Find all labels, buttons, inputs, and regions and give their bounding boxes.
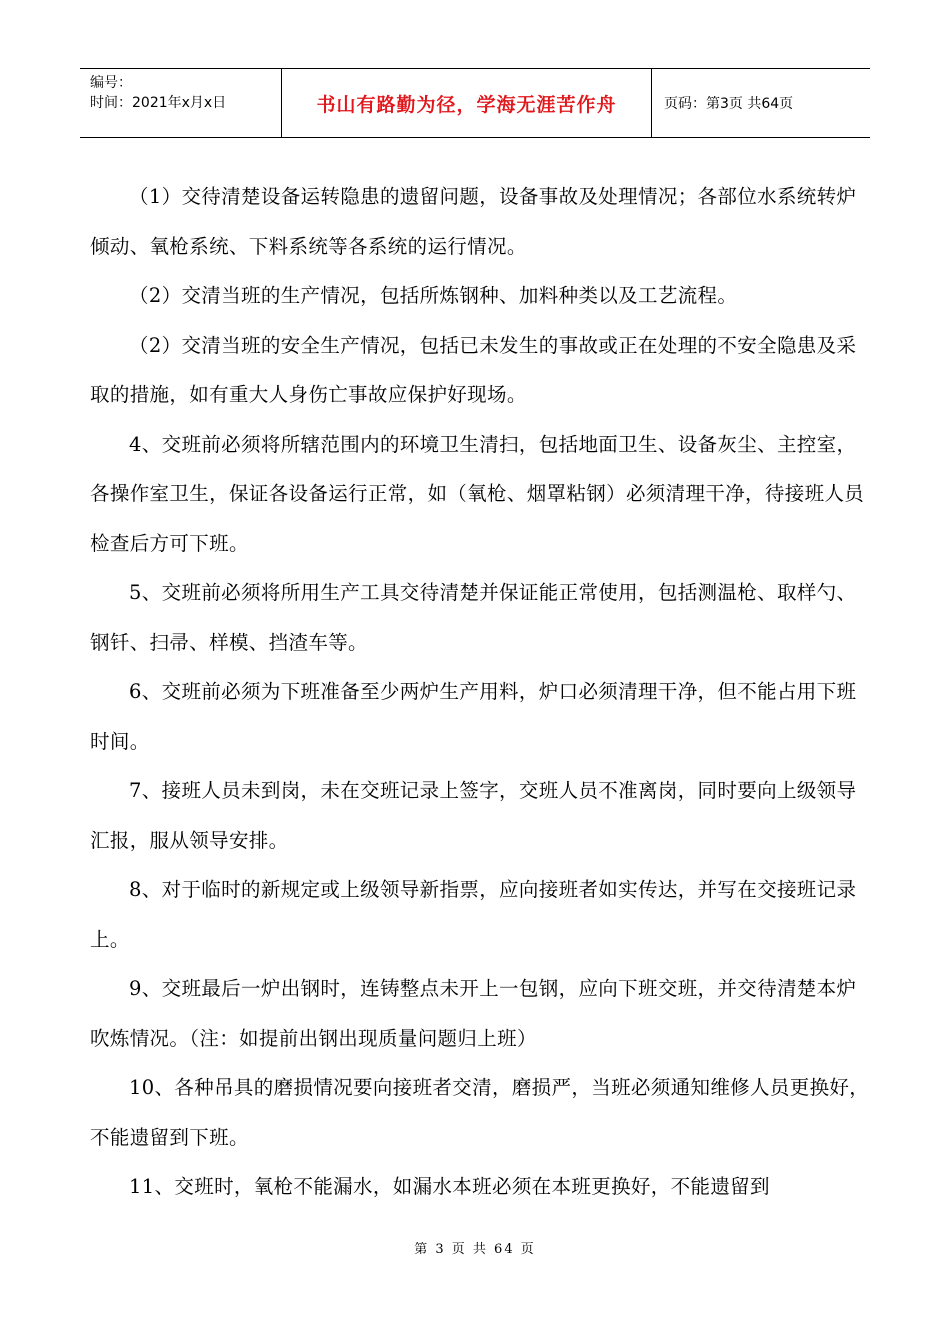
header-motto-cell bbox=[282, 69, 652, 137]
paragraph-5: 5、交班前必须将所用生产工具交待清楚并保证能正常使用，包括测温枪、取样勺、钢钎、扫帚、样模、挡渣车等。 bbox=[90, 581, 857, 654]
paragraph-8: 8、对于临时的新规定或上级领导新指票，应向接班者如实传达，并写在交接班记录上。 bbox=[90, 878, 857, 951]
document-body bbox=[90, 172, 870, 1212]
paragraph-2: （2）交清当班的生产情况，包括所炼钢种、加料种类以及工艺流程。 bbox=[129, 284, 738, 307]
header-info-cell bbox=[80, 69, 282, 137]
header-motto: 书山有路勤为径，学海无涯苦作舟 bbox=[316, 93, 617, 116]
paragraph-3: （2）交清当班的安全生产情况，包括已未发生的事故或正在处理的不安全隐患及采取的措施，如有重大人身伤亡事故应保护好现场。 bbox=[90, 333, 857, 406]
header-page-cell bbox=[652, 69, 870, 137]
paragraph-9: 9、交班最后一炉出钢时，连铸整点未开上一包钢，应向下班交班，并交待清楚本炉吹炼情况。（注：如提前出钢出现质量问题归上班） bbox=[90, 977, 857, 1050]
paragraph-1: （1）交待清楚设备运转隐患的遗留问题，设备事故及处理情况；各部位水系统转炉倾动、氧枪系统、下料系统等各系统的运行情况。 bbox=[90, 185, 857, 258]
document-number-label: 编号： bbox=[90, 75, 132, 91]
page-footer bbox=[0, 1238, 950, 1257]
footer-page-number: 第 3 页 共 64 页 bbox=[414, 1242, 536, 1257]
paragraph-4: 4、交班前必须将所辖范围内的环境卫生清扫，包括地面卫生、设备灰尘、主控室，各操作室卫生，保证各设备运行正常，如（氧枪、烟罩粘钢）必须清理干净，待接班人员检查后方可下班。 bbox=[90, 432, 865, 555]
paragraph-6: 6、交班前必须为下班准备至少两炉生产用料，炉口必须清理干净，但不能占用下班时间。 bbox=[90, 680, 857, 753]
page-header bbox=[80, 68, 870, 138]
paragraph-10: 10、各种吊具的磨损情况要向接班者交清，磨损严，当班必须通知维修人员更换好，不能遗留到下班。 bbox=[90, 1076, 870, 1149]
header-page-number: 页码：第3页 共64页 bbox=[664, 96, 794, 112]
paragraph-7: 7、接班人员未到岗，未在交班记录上签字，交班人员不准离岗，同时要向上级领导汇报，服从领导安排。 bbox=[90, 779, 857, 852]
paragraph-11: 11、交班时，氧枪不能漏水，如漏水本班必须在本班更换好，不能遗留到 bbox=[129, 1175, 770, 1198]
document-date-label: 时间：2021年x月x日 bbox=[90, 95, 227, 111]
